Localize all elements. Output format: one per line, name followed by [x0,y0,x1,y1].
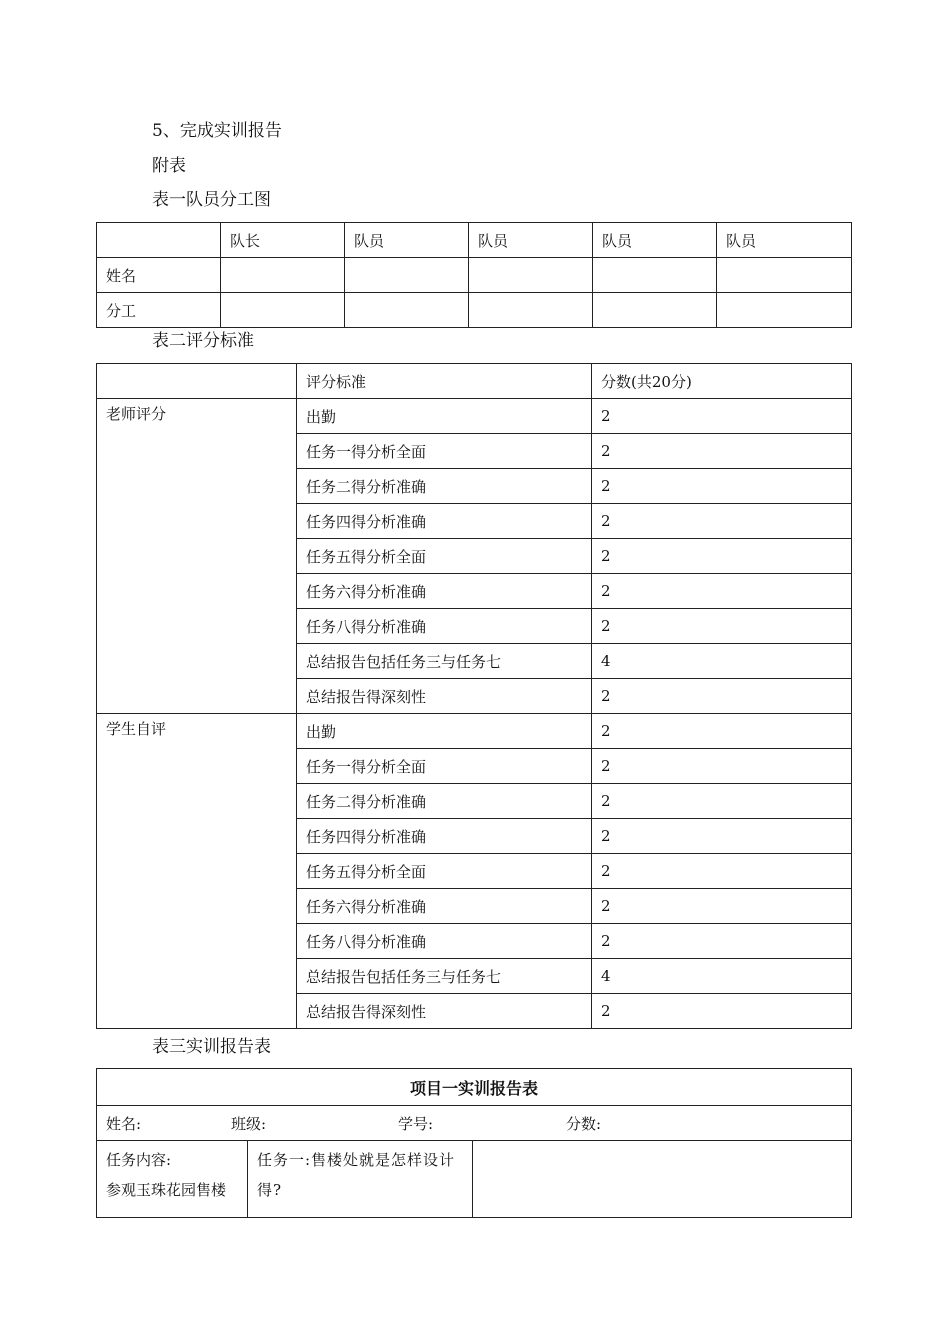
score-cell: 2 [592,504,852,539]
table-row [97,714,852,749]
criterion-cell: 总结报告得深刻性 [297,994,592,1029]
task-question: 任务一:售楼处就是怎样设计得? [257,1151,456,1199]
row-label: 分工 [97,293,221,328]
score-cell: 2 [592,469,852,504]
criterion-cell: 任务二得分析准确 [297,469,592,504]
header-cell: 评分标准 [297,364,592,399]
header-cell: 队长 [221,223,345,258]
task-answer-cell [473,1141,852,1218]
table-cell [593,258,717,293]
table2-caption: 表二评分标准 [152,331,254,351]
criterion-cell: 任务六得分析准确 [297,889,592,924]
criterion-cell: 出勤 [297,399,592,434]
criterion-cell: 总结报告得深刻性 [297,679,592,714]
step-5-heading: 5、完成实训报告 [152,121,282,141]
table-cell [593,293,717,328]
table-cell [469,293,593,328]
team-division-table [96,222,852,328]
table-row [97,258,852,293]
score-cell: 2 [592,854,852,889]
table-header-row [97,364,852,399]
criterion-cell: 任务五得分析全面 [297,854,592,889]
score-cell: 2 [592,609,852,644]
row-label: 姓名 [97,258,221,293]
score-cell: 2 [592,399,852,434]
criterion-cell: 任务四得分析准确 [297,819,592,854]
criterion-cell: 任务六得分析准确 [297,574,592,609]
score-cell: 2 [592,679,852,714]
table-cell [345,258,469,293]
table-cell [345,293,469,328]
table1-caption: 表一队员分工图 [152,190,271,210]
table-cell [717,293,852,328]
header-cell: 队员 [345,223,469,258]
criterion-cell: 任务二得分析准确 [297,784,592,819]
score-cell: 2 [592,434,852,469]
header-cell [97,223,221,258]
table-header-row [97,223,852,258]
scoring-criteria-table [96,363,852,1029]
score-cell: 2 [592,574,852,609]
table3-caption: 表三实训报告表 [152,1037,271,1057]
criterion-cell: 出勤 [297,714,592,749]
criterion-cell: 任务八得分析准确 [297,609,592,644]
report-title: 项目一实训报告表 [97,1069,852,1106]
score-cell: 2 [592,714,852,749]
header-cell: 分数(共20分) [592,364,852,399]
criterion-cell: 任务八得分析准确 [297,924,592,959]
score-cell: 2 [592,994,852,1029]
criterion-cell: 任务一得分析全面 [297,434,592,469]
score-cell: 2 [592,889,852,924]
header-cell: 队员 [717,223,852,258]
criterion-cell: 任务四得分析准确 [297,504,592,539]
table-cell [221,293,345,328]
report-info-row [97,1106,852,1141]
appendix-heading: 附表 [152,156,186,176]
table-row [97,399,852,434]
table-cell [221,258,345,293]
criterion-cell: 总结报告包括任务三与任务七 [297,959,592,994]
name-label: 姓名: [106,1114,142,1133]
table-cell [717,258,852,293]
score-cell: 2 [592,819,852,854]
header-cell: 队员 [469,223,593,258]
task-question-cell [248,1141,473,1218]
task-content-value: 参观玉珠花园售楼 [106,1181,227,1199]
training-report-table [96,1068,852,1218]
group-label: 学生自评 [97,714,297,1029]
task-content-label: 任务内容: [106,1151,172,1169]
score-cell: 2 [592,784,852,819]
criterion-cell: 任务一得分析全面 [297,749,592,784]
header-cell: 队员 [593,223,717,258]
score-cell: 2 [592,924,852,959]
class-label: 班级: [231,1114,267,1133]
score-cell: 4 [592,644,852,679]
student-id-label: 学号: [398,1114,434,1133]
group-label: 老师评分 [97,399,297,714]
criterion-cell: 任务五得分析全面 [297,539,592,574]
score-cell: 4 [592,959,852,994]
table-cell [469,258,593,293]
table-row [97,293,852,328]
task-content-cell [97,1141,248,1218]
criterion-cell: 总结报告包括任务三与任务七 [297,644,592,679]
score-cell: 2 [592,539,852,574]
score-label: 分数: [566,1114,602,1133]
header-cell [97,364,297,399]
score-cell: 2 [592,749,852,784]
